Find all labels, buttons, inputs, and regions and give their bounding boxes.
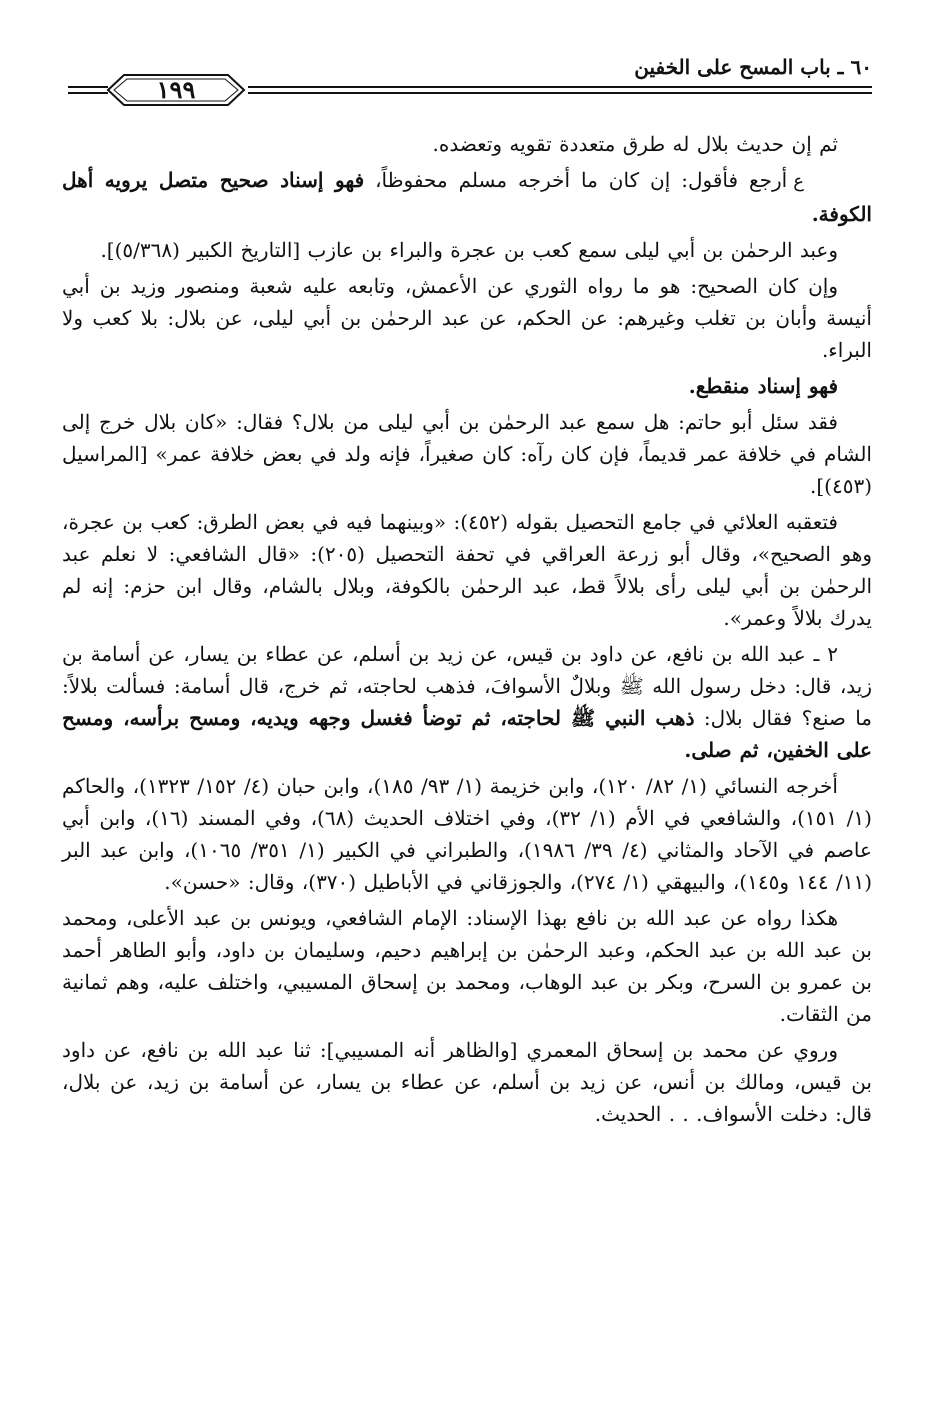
paragraph	[62, 406, 872, 502]
text-segment: وعبد الرحمٰن بن أبي ليلى سمع كعب بن عجرة والبراء بن عازب [التاريخ الكبير (٥/٣٦٨)].	[100, 238, 838, 262]
page-number: ١٩٩	[156, 75, 196, 104]
paragraph	[62, 370, 872, 402]
paragraph	[62, 638, 872, 766]
bold-text-segment: ذهب النبي ﷺ لحاجته، ثم توضأ فغسل وجهه ويديه، ومسح برأسه، ومسح على الخفين، ثم صلى.	[62, 706, 872, 762]
text-segment: وروي عن محمد بن إسحاق المعمري [والظاهر أنه المسيبي]: ثنا عبد الله بن نافع، عن داود بن قيس، ومالك بن أنس، عن زيد بن أسلم، عن عطاء بن يسار، عن أسامة بن زيد، عن بلال، قال: دخلت الأسواف. . . الحديث.	[62, 1038, 872, 1126]
page-body	[62, 128, 872, 1134]
header-rule-left-upper	[68, 86, 108, 88]
chapter-title: ٦٠ ـ باب المسح على الخفين	[634, 55, 872, 79]
text-segment: ثم إن حديث بلال له طرق متعددة تقويه وتعضده.	[432, 132, 838, 156]
paragraph	[62, 1034, 872, 1130]
paragraph	[62, 506, 872, 634]
text-segment: فقد سئل أبو حاتم: هل سمع عبد الرحمٰن بن أبي ليلى من بلال؟ فقال: «كان بلال خرج إلى الشام في خلافة عمر قديماً، فإن كان رآه: كان صغيراً، فإنه ولد في بعض خلافة عمر» [المراسيل (٤٥٣)].	[62, 410, 872, 498]
text-segment: هكذا رواه عن عبد الله بن نافع بهذا الإسناد: الإمام الشافعي، ويونس بن عبد الأعلى، ومحمد بن عبد الله بن عبد الحكم، وعبد الرحمٰن بن إبراهيم دحيم، وسليمان بن داود، وأبو الطاهر أحمد بن عمرو بن السرح، وبكر بن عبد الوهاب، ومحمد بن إسحاق المسيبي، واختلف عليه، وهم ثمانية من الثقات.	[62, 906, 872, 1026]
header-rule-left-lower	[68, 92, 108, 94]
text-segment: فتعقبه العلائي في جامع التحصيل بقوله (٤٥٢): «وبينهما فيه في بعض الطرق: كعب بن عجرة، وهو الصحيح»، وقال أبو زرعة العراقي في تحفة التحصيل (٢٠٥): «قال الشافعي: لا نعلم عبد الرحمٰن بن أبي ليلى رأى بلالاً قط، عبد الرحمٰن بالكوفة، وبلال بالشام، وقال ابن حزم: إنه لم يدرك بلالاً وعمر».	[62, 510, 872, 630]
text-segment: وإن كان الصحيح: هو ما رواه الثوري عن الأعمش، وتابعه عليه شعبة ومنصور وزيد بن أبي أنيسة وأبان بن تغلب وغيرهم: عن الحكم، عن عبد الرحمٰن بن أبي ليلى، عن بلال: بلا كعب ولا البراء.	[62, 274, 872, 362]
header-rule-lower	[248, 92, 872, 94]
text-segment: ٢ ـ عبد الله بن نافع، عن داود بن قيس، عن زيد بن أسلم، عن عطاء بن يسار، عن أسامة بن زيد، قال: دخل رسول الله ﷺ وبلالٌ الأسوافَ، فذهب لحاجته، ثم خرج، قال أسامة: فسألت بلالاً: ما صنع؟ فقال بلال:	[62, 642, 872, 730]
paragraph	[62, 164, 872, 230]
page-header	[62, 44, 872, 124]
paragraph	[62, 902, 872, 1030]
paragraph	[62, 270, 872, 366]
paragraph	[62, 770, 872, 898]
book-page	[62, 44, 872, 1384]
paragraph	[62, 128, 872, 160]
paragraph-marker-icon: ع	[793, 171, 804, 192]
text-segment: أرجع فأقول: إن كان ما أخرجه مسلم محفوظاً،	[364, 168, 788, 192]
paragraph	[62, 234, 872, 266]
header-rule-upper	[248, 86, 872, 88]
page-number-badge	[104, 72, 248, 108]
text-segment: أخرجه النسائي (١/ ٨٢/ ١٢٠)، وابن خزيمة (١/ ٩٣/ ١٨٥)، وابن حبان (٤/ ١٥٢/ ١٣٢٣)، والحاكم (١/ ١٥١)، والشافعي في الأم (١/ ٣٢)، وفي اختلاف الحديث (٦٨)، وفي المسند (١٦)، وابن أبي عاصم في الآحاد والمثاني (٤/ ٣٩/ ١٩٨٦)، والطبراني في الكبير (١/ ٣٥١/ ١٠٦٥)، وابن عبد البر (١١/ ١٤٤ و١٤٥)، والبيهقي (١/ ٢٧٤)، والجوزقاني في الأباطيل (٣٧٠)، وقال: «حسن».	[62, 774, 872, 894]
bold-text-segment: فهو إسناد صحيح متصل يرويه أهل الكوفة.	[62, 168, 872, 226]
bold-text-segment: فهو إسناد منقطع.	[688, 374, 838, 398]
